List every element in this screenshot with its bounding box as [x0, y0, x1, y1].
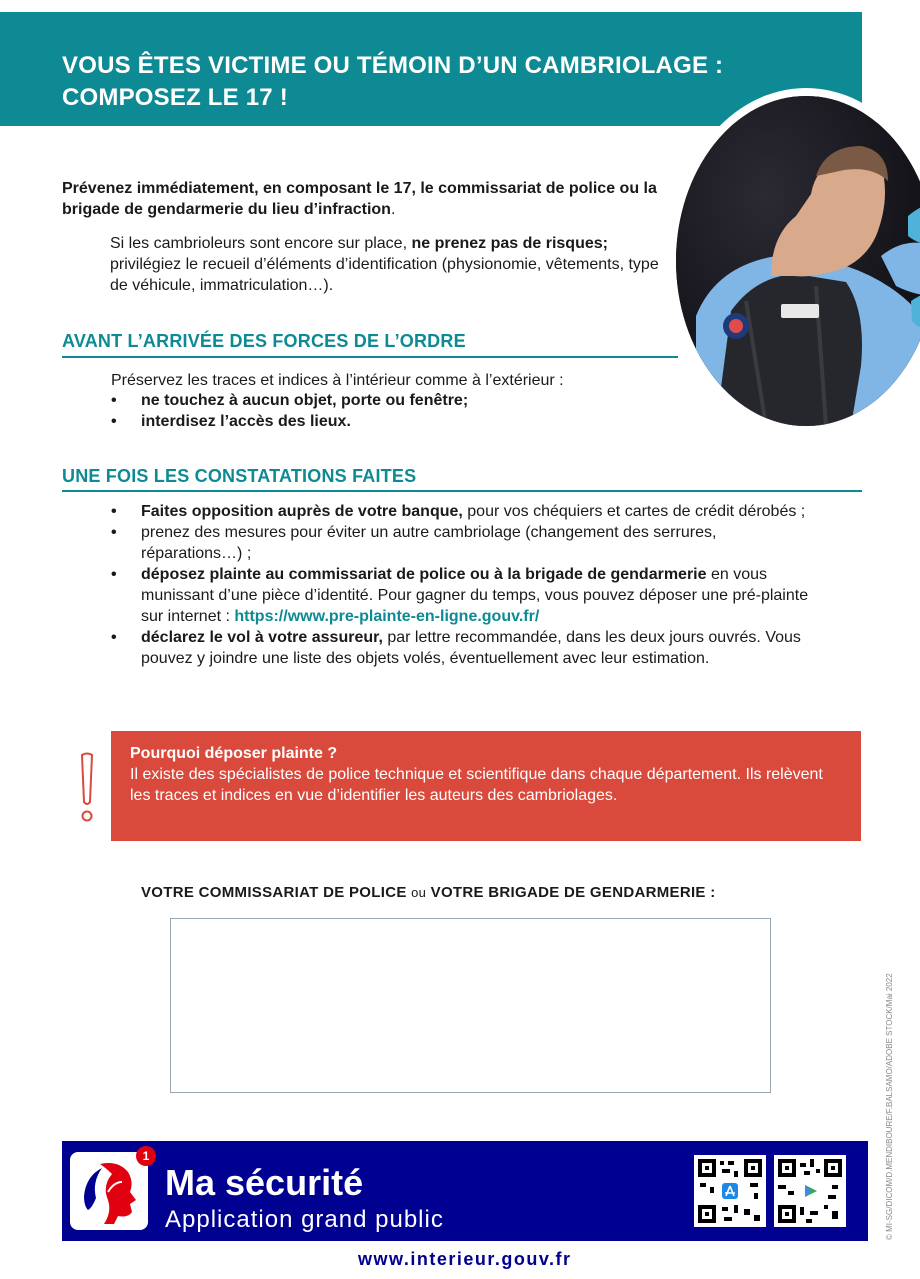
list-item-text: ne touchez à aucun objet, porte ou fenêtre;: [141, 392, 469, 409]
list-item-text: par lettre recommandée, dans les deux jours ouvrés. Vous pouvez y joindre une liste des objets volés, éventuellement avec leur estimation.: [141, 629, 801, 667]
section-after-list: [111, 501, 811, 669]
address-box-title: [141, 884, 716, 901]
list-item-text: en vous munissant d’une pièce d’identité. Pour gagner du temps, vous pouvez déposer une pré-plainte sur internet :: [141, 566, 809, 625]
alert-text: Il existe des spécialistes de police technique et scientifique dans chaque département. Ils relèvent les traces et indices en vue d’identifier les auteurs des cambriolages.: [130, 766, 823, 804]
list-item: [111, 390, 671, 411]
marianne-logo: [70, 1152, 148, 1230]
intro-note-pre: Si les cambrioleurs sont encore sur place,: [110, 235, 412, 252]
list-item: [111, 501, 811, 522]
website-link[interactable]: www.interieur.gouv.fr: [358, 1249, 572, 1269]
google-play-qr-icon[interactable]: [774, 1155, 846, 1227]
alert-box: [111, 731, 861, 841]
section-before-intro: Préservez les traces et indices à l’intérieur comme à l’extérieur :: [111, 372, 564, 389]
list-item: [111, 522, 811, 564]
alert-title: Pourquoi déposer plainte ?: [130, 745, 338, 762]
list-item-text: prenez des mesures pour éviter un autre cambriolage (changement des serrures, réparations…) ;: [141, 524, 717, 562]
list-item-text: interdisez l’accès des lieux.: [141, 413, 351, 430]
section-before-list: [111, 390, 671, 432]
gendarme-photo: [676, 96, 920, 426]
exclamation-icon: [76, 752, 98, 826]
intro-note: [110, 233, 660, 296]
list-item-bold: déposez plainte au commissariat de police ou à la brigade de gendarmerie: [141, 566, 707, 583]
app-subtitle: Application grand public: [165, 1206, 444, 1233]
photo-credit: © MI-SG/DICOM/D.MENDIBOURE/F.BALSAMO/ADOBE STOCK/Mai 2022: [885, 973, 894, 1240]
section-title-after: UNE FOIS LES CONSTATATIONS FAITES: [62, 466, 417, 486]
notification-badge: 1: [136, 1146, 156, 1166]
section-rule-before: [62, 356, 678, 358]
list-item-text: pour vos chéquiers et cartes de crédit dérobés ;: [462, 503, 806, 520]
address-box[interactable]: [170, 918, 771, 1093]
intro-note-bold: ne prenez pas de risques;: [411, 235, 608, 252]
list-item-bold: Faites opposition auprès de votre banque,: [141, 503, 463, 520]
intro-lead-end: .: [390, 201, 396, 218]
address-box-title-ou: ou: [411, 885, 427, 900]
list-item: [111, 627, 811, 669]
app-store-qr-icon[interactable]: [694, 1155, 766, 1227]
intro-note-post: privilégiez le recueil d’éléments d’identification (physionomie, vêtements, type de véhicule, immatriculation…).: [110, 256, 659, 294]
list-item: [111, 411, 671, 432]
address-box-title-b: VOTRE BRIGADE DE GENDARMERIE :: [426, 884, 716, 901]
address-box-title-a: VOTRE COMMISSARIAT DE POLICE: [141, 884, 412, 901]
intro-lead: [62, 178, 662, 220]
app-title: Ma sécurité: [165, 1162, 364, 1203]
section-rule-after: [62, 490, 862, 492]
page-title: VOUS ÊTES VICTIME OU TÉMOIN D’UN CAMBRIOLAGE : COMPOSEZ LE 17 !: [62, 52, 724, 111]
list-item-bold: déclarez le vol à votre assureur,: [141, 629, 383, 646]
pre-plainte-link[interactable]: https://www.pre-plainte-en-ligne.gouv.fr/: [234, 608, 540, 625]
section-title-before: AVANT L’ARRIVÉE DES FORCES DE L’ORDRE: [62, 331, 466, 351]
intro-lead-bold: Prévenez immédiatement, en composant le 17, le commissariat de police ou la brigade de gendarmerie du lieu d’infraction: [62, 180, 657, 218]
list-item: [111, 564, 811, 627]
